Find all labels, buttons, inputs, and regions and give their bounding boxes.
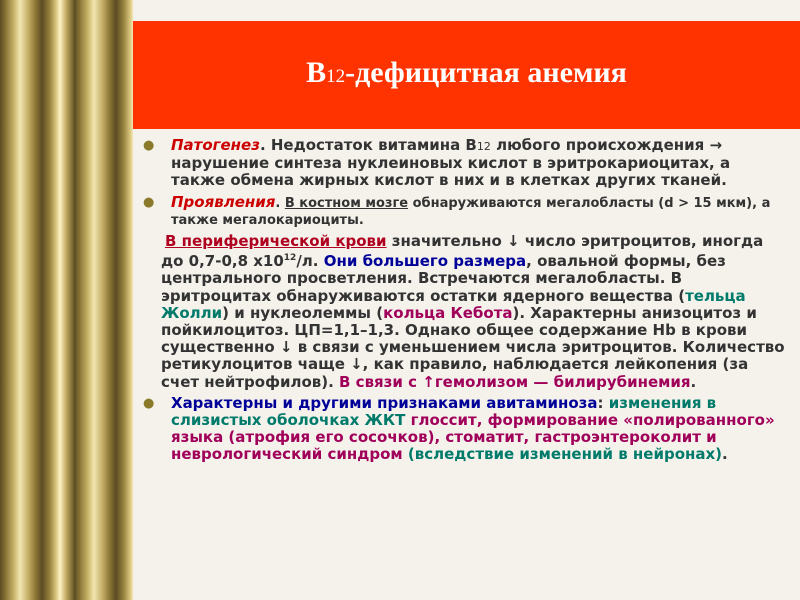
manifestations-text: обнаруживаются мегалобласты (d > 15 мкм), а также мегалокариоциты. [171, 195, 771, 228]
avit-mucosa: изменения в слизистых оболочках ЖКТ [171, 393, 717, 430]
pb-text-6: . [690, 372, 697, 391]
bullet-pathogenesis [145, 137, 785, 190]
manifestations-label: Проявления [171, 192, 276, 211]
peripheral-blood-paragraph [145, 233, 785, 391]
slide-title [133, 46, 800, 104]
pb-bilirubinemia: В связи с ↑гемолизом — билирубинемия [339, 372, 691, 391]
peripheral-blood-label: В периферической крови [165, 232, 387, 251]
manifestations-sep: . [275, 195, 285, 211]
pb-text-4: ) и нуклеолеммы ( [222, 303, 384, 322]
title-rest: -дефицитная анемия [345, 56, 627, 89]
bone-marrow-label: В костном мозге [284, 195, 409, 211]
pb-cabot-rings: кольца Кебота [383, 303, 513, 322]
slide-content [145, 137, 785, 468]
avit-label: Характерны и другими признаками авитаминоза [171, 393, 598, 412]
pathogenesis-text-c: любого происхождения → нарушение синтеза нуклеиновых кислот в эритрокариоцитах, а также обмена жирных кислот в них и в клетках других тканей. [171, 136, 731, 190]
pb-text-2: /л. [296, 252, 324, 271]
title-main: В [306, 56, 327, 89]
pb-text-5: ). Характерны анизоцитоз и пойкилоцитоз. ЦП=1,1–1,3. Однако общее содержание Hb в крови существенно ↓ в связи с уменьшением числа эритроцитов. Количество ретикулоцитов чаще ↓, как правило, наблюдается лейкопения (за счет нейтрофилов). [161, 303, 785, 391]
pb-jolly-bodies: тельца Жолли [161, 286, 746, 322]
title-subscript: 12 [326, 66, 346, 87]
pathogenesis-label: Патогенез [171, 136, 260, 154]
avit-neurons: (вследствие изменений в нейронах) [402, 445, 723, 464]
bullet-manifestations [145, 194, 785, 229]
pb-exponent: 12 [283, 253, 297, 264]
avit-colon: : [597, 393, 609, 412]
bullet-avitaminosis [145, 395, 785, 464]
avit-end: . [722, 445, 728, 464]
pb-larger-size: Они большего размера [323, 252, 527, 271]
pathogenesis-text-a: . Недостаток витамина В [259, 136, 477, 154]
avit-glossitis: глоссит, формирование «полированного» языка (атрофия его сосочков), стоматит, гастроэнтероколит и неврологический синдром [171, 411, 775, 464]
pb-text-3: , овальной формы, без центрального просветления. Встречаются мегалобласты. В эритроцитах обнаруживаются остатки ядерного вещества ( [161, 252, 726, 305]
pb-text-1: значительно ↓ число эритроцитов, иногда до 0,7-0,8 х10 [161, 232, 764, 271]
pathogenesis-sub: 12 [476, 140, 491, 153]
